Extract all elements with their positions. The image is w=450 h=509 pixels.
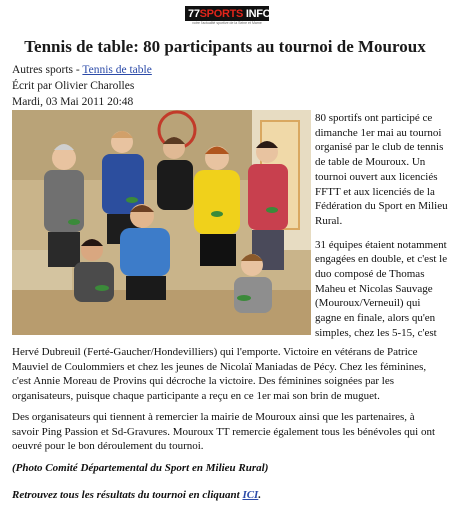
side-text-column <box>315 111 448 350</box>
group-photo-illustration <box>12 110 311 335</box>
logo-tagline: votre l'actualité sportive de la Seine et Marne <box>192 21 262 25</box>
continuation-text: Hervé Dubreuil (Ferté-Gaucher/Hondevilliers) qui l'emporte. Victoire en vétérans de Patrice Mauviel de Coulommiers et chez les jeunes de Nicolaï Maniadas de Pécy. Chez les féminines, c'est Annie Moreau de Provins qui décroche la victoire. Des féminines soignées par les organisateurs, puisque chaque participante a reçu en ce 1er mai son brin de muguet. <box>12 346 427 403</box>
article-date: Mardi, 03 Mai 2011 20:48 <box>12 96 134 108</box>
side-paragraph-2: 31 équipes étaient notamment engagées en double, et c'est le duo composé de Thomas Maheu et Nicolas Sauvage (Mouroux/Verneuil) qui gagne en finale, alors qu'en simples, chez les 5-15, c'est <box>315 238 448 339</box>
article-author: Écrit par Olivier Charolles <box>12 80 135 92</box>
site-logo[interactable] <box>185 6 278 21</box>
logo-name: SPORTS <box>199 7 244 20</box>
results-end: . <box>258 489 262 501</box>
category-link[interactable]: Tennis de table <box>82 64 152 76</box>
category-prefix: Autres sports - <box>12 64 83 76</box>
results-line <box>12 488 442 503</box>
side-paragraph-1: 80 sportifs ont participé ce dimanche 1er mai au tournoi organisé par le club de tennis de table de Mouroux. Un tournoi ouvert aux licenciés FFTT et aux licenciés de la Fédération du Sport en Milieu Rural. <box>315 112 448 227</box>
thanks-text: Des organisateurs qui tiennent à remercier la mairie de Mouroux ainsi que les partenaires, à savoir Ping Passion et Sd-Gravures. Mouroux TT remercie également tous les bénévoles qui ont oeuvré pour le bon déroulement du tournoi. <box>12 411 436 453</box>
article-category <box>12 62 152 78</box>
logo-suffix: INFOS <box>245 7 278 20</box>
article-title: Tennis de table: 80 participants au tournoi de Mouroux <box>24 37 426 56</box>
article-photo <box>12 110 311 335</box>
results-text: Retrouvez tous les résultats du tournoi en cliquant <box>12 489 243 501</box>
continuation-paragraph <box>12 345 442 404</box>
thanks-paragraph <box>12 410 442 454</box>
logo-prefix: 77 <box>188 7 200 20</box>
results-link[interactable]: ICI <box>242 489 259 501</box>
photo-credit: (Photo Comité Départemental du Sport en Milieu Rural) <box>12 462 269 474</box>
